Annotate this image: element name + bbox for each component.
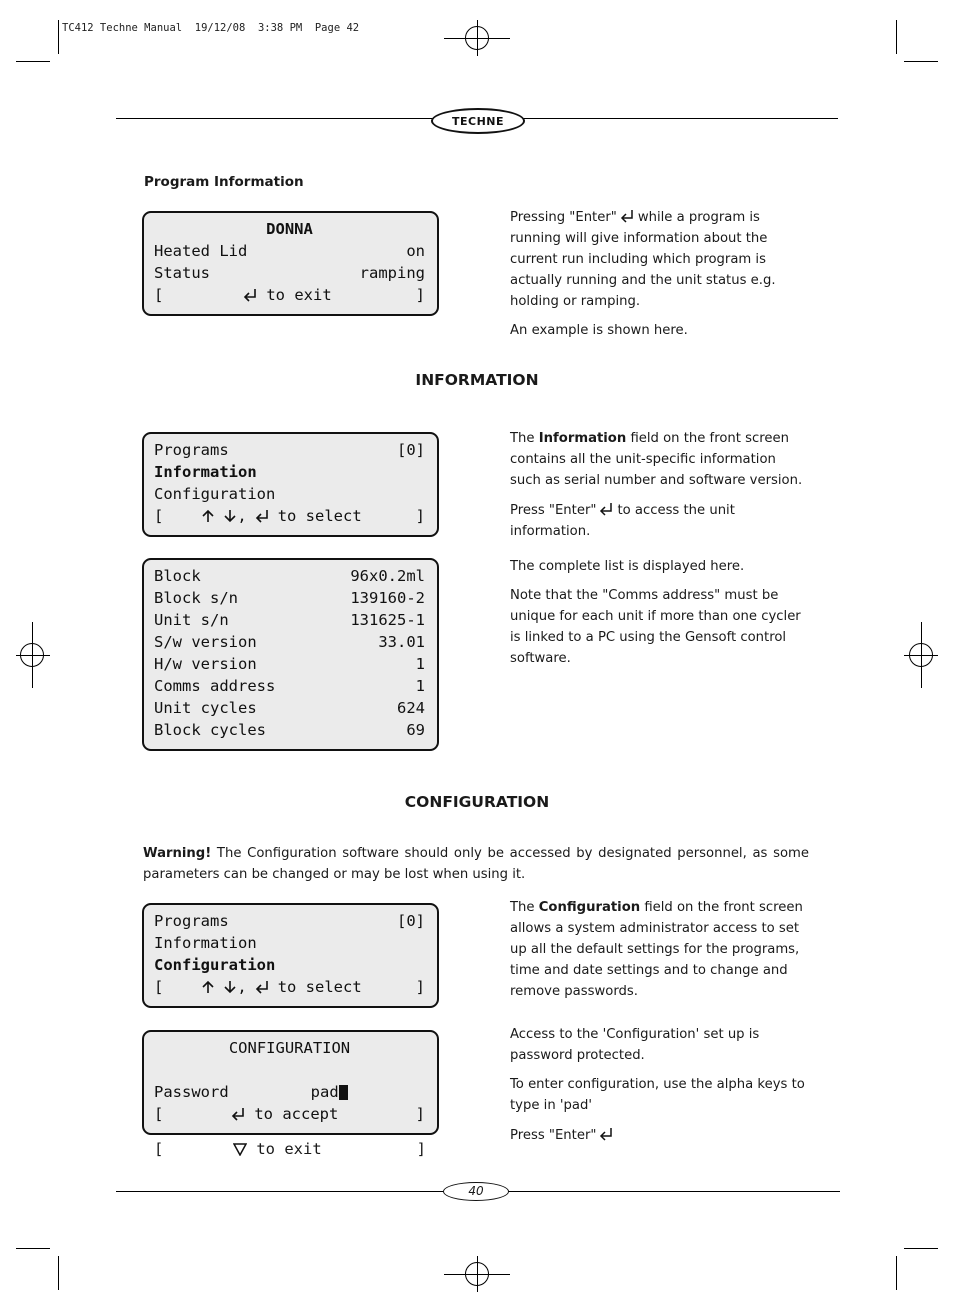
info-row-sw-version: S/w version 33.01 xyxy=(154,633,425,651)
password-value: pad xyxy=(310,1083,339,1101)
crop-mark xyxy=(58,1256,59,1290)
information-section-title: INFORMATION xyxy=(415,371,539,389)
page-number: 40 xyxy=(443,1182,509,1201)
down-arrow-icon xyxy=(223,980,237,994)
crop-mark xyxy=(16,1248,50,1249)
menu-item-information: Information xyxy=(154,463,257,481)
menu-item-configuration: Configuration xyxy=(154,956,276,974)
program-info-paragraph: Pressing "Enter" while a program is running will give information about the current run including which program is actually running and the unit status e.g. holding or ramping. xyxy=(510,210,776,309)
lcd-bracket: [ xyxy=(154,1105,164,1123)
press-enter-note: Press "Enter" xyxy=(510,1125,810,1146)
separator: , xyxy=(237,507,247,525)
info-row-comms-address: Comms address 1 xyxy=(154,677,425,695)
configuration-paragraph: The Configuration field on the front screen allows a system administrator access to set up all the default settings for the programs, time and date settings and to change and remove passwords. xyxy=(510,900,803,999)
information-list-note: The complete list is displayed here. xyxy=(510,559,745,574)
text-cursor xyxy=(339,1085,348,1100)
lcd-bracket: [ xyxy=(154,978,164,996)
crop-mark xyxy=(58,20,59,54)
alpha-keys-note: To enter configuration, use the alpha keys to type in 'pad' xyxy=(510,1077,805,1113)
info-row-block: Block 96x0.2ml xyxy=(154,567,425,585)
lcd-bracket: ] xyxy=(415,978,425,996)
lcd-bracket: [ xyxy=(154,286,164,304)
enter-arrow-icon xyxy=(620,209,635,223)
crop-mark xyxy=(896,1256,897,1290)
information-detail-lcd xyxy=(142,558,439,751)
info-row-block-sn: Block s/n 139160-2 xyxy=(154,589,425,607)
menu-item-configuration: Configuration xyxy=(154,485,276,503)
lcd-label: Status xyxy=(154,264,210,282)
lcd-footer-text: to accept xyxy=(254,1105,339,1123)
program-info-example-note: An example is shown here. xyxy=(510,323,688,338)
enter-arrow-icon xyxy=(255,509,269,523)
exit-hint-text: to exit xyxy=(256,1140,322,1158)
configuration-password-lcd xyxy=(142,1030,439,1135)
crop-mark xyxy=(904,61,938,62)
lcd-footer-text: to exit xyxy=(266,286,332,304)
info-row-unit-sn: Unit s/n 131625-1 xyxy=(154,611,425,629)
enter-arrow-icon xyxy=(231,1107,245,1121)
menu-item-programs: Programs xyxy=(154,441,229,459)
up-arrow-icon xyxy=(201,509,215,523)
configuration-menu-lcd xyxy=(142,903,439,1008)
lcd-config-title: CONFIGURATION xyxy=(228,1039,351,1057)
down-arrow-icon xyxy=(223,509,237,523)
print-slug: TC412 Techne Manual 19/12/08 3:38 PM Page 42 xyxy=(62,22,360,34)
up-arrow-icon xyxy=(201,980,215,994)
programs-count: [0] xyxy=(397,441,425,459)
information-enter-paragraph: Press "Enter" to access the unit information. xyxy=(510,503,735,539)
info-row-unit-cycles: Unit cycles 624 xyxy=(154,699,425,717)
programs-count: [0] xyxy=(397,912,425,930)
password-label: Password xyxy=(154,1083,229,1101)
lcd-value: ramping xyxy=(359,264,425,282)
techne-logo: TECHNE xyxy=(431,108,525,134)
lcd-footer-text: to select xyxy=(277,978,362,996)
enter-arrow-icon xyxy=(599,502,614,516)
lcd-program-name: DONNA xyxy=(266,220,313,238)
separator: , xyxy=(237,978,247,996)
configuration-warning: Warning! The Configuration software should only be accessed by designated personnel, as some parameters can be changed or may be lost when using it. xyxy=(143,846,809,882)
exit-hint-row: [ to exit ] xyxy=(154,1140,426,1158)
info-row-block-cycles: Block cycles 69 xyxy=(154,721,425,739)
lcd-value: on xyxy=(406,242,425,260)
information-paragraph: The Information field on the front screen contains all the unit-specific information such as serial number and software version. xyxy=(510,431,803,488)
crop-mark xyxy=(896,20,897,54)
comms-address-note: Note that the "Comms address" must be unique for each unit if more than one cycler is linked to a PC using the Gensoft control software. xyxy=(510,588,801,666)
program-information-heading: Program Information xyxy=(144,174,304,190)
configuration-section-title: CONFIGURATION xyxy=(404,793,550,811)
crop-mark xyxy=(904,1248,938,1249)
down-triangle-icon xyxy=(233,1142,247,1156)
enter-arrow-icon xyxy=(255,980,269,994)
enter-arrow-icon xyxy=(599,1127,614,1141)
program-info-lcd xyxy=(142,211,439,316)
lcd-bracket: ] xyxy=(415,286,425,304)
lcd-bracket: ] xyxy=(415,1105,425,1123)
info-row-hw-version: H/w version 1 xyxy=(154,655,425,673)
menu-item-information: Information xyxy=(154,934,257,952)
password-protected-note: Access to the 'Configuration' set up is password protected. xyxy=(510,1027,760,1063)
lcd-bracket: [ xyxy=(154,507,164,525)
menu-item-programs: Programs xyxy=(154,912,229,930)
crop-mark xyxy=(16,61,50,62)
information-menu-lcd xyxy=(142,432,439,537)
lcd-footer-text: to select xyxy=(277,507,362,525)
lcd-bracket: ] xyxy=(415,507,425,525)
enter-arrow-icon xyxy=(243,288,257,302)
lcd-label: Heated Lid xyxy=(154,242,248,260)
